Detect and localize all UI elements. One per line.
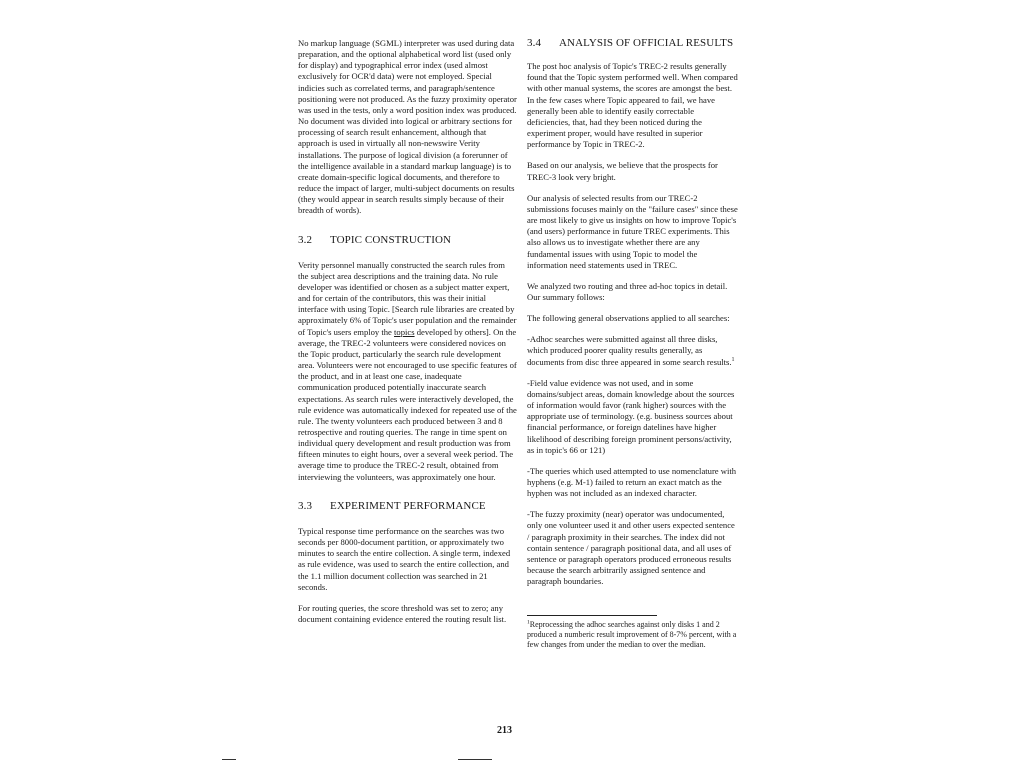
section-number: 3.2: [298, 233, 313, 246]
intro-paragraph: No markup language (SGML) interpreter was used during data preparation, and the optional alphabetical word list (used only for display) and typographical error index (used almost exclusively for OCR'd data) were not employed. Special indicies such as correlated terms, and paragraph/sentence positioning were not produced. As the fuzzy proximity operator was used in the tests, only a word position index was produced. No document was divided into logical or arbitrary sections for processing of search result enhancement, although that approach is used in virtually all non-newswire Verity installations. The purpose of logical division (a forerunner of the intelligence available in a standard markup language) is to create domain-specific logical documents, and therefore to reduce the impact of larger, multi-subject documents on results (they would appear in search results simply because of their breadth of words).: [298, 38, 517, 216]
left-column: [298, 38, 517, 635]
scan-artifact: [458, 759, 492, 760]
page-number: 213: [497, 725, 512, 736]
section-title: EXPERIMENT PERFORMANCE: [330, 499, 486, 512]
analysis-paragraph-2: Based on our analysis, we believe that the prospects for TREC-3 look very bright.: [527, 160, 718, 182]
analysis-paragraph-1: The post hoc analysis of Topic's TREC-2 results generally found that the Topic system performed well. When compared with other manual systems, the scores are amongst the best. In the few cases where Topic appeared to fail, we have generally been able to identify easily correctable deficiencies, that, had they been noticed during the experiment proper, would have resulted in superior performance by Topic in TREC-2.: [527, 61, 738, 150]
observation-hyphens: -The queries which used attempted to use nomenclature with hyphens (e.g. M-1) failed to return an exact match as the hyphen was not included as an indexed character.: [527, 465, 737, 499]
footnote-divider: [527, 615, 657, 616]
footnote-marker: 1: [527, 619, 530, 626]
right-column: [527, 38, 739, 650]
text-run: -Adhoc searches were submitted against all three disks, which produced poorer quality results generally, as documents from disc three appeared in some search results.: [527, 334, 732, 367]
section-3-3-heading: [298, 501, 517, 512]
footnote: [527, 620, 739, 650]
topic-construction-paragraph: [298, 260, 517, 483]
section-number: 3.3: [298, 499, 313, 512]
section-title: TOPIC CONSTRUCTION: [330, 233, 452, 246]
routing-paragraph: For routing queries, the score threshold was set to zero; any document containing evidence entered the routing result list.: [298, 602, 507, 625]
scan-artifact: [222, 759, 236, 760]
section-number: 3.4: [527, 37, 542, 49]
performance-paragraph: Typical response time performance on the searches was two seconds per 8000-document partition, or approximately two minutes to search the entire collection. A single term, indexed as rule evidence, was used to search the entire collection, and the 1.1 million document collection was searched in 21 seconds.: [298, 525, 511, 592]
underlined-term: topics: [394, 326, 415, 337]
section-3-2-heading: [298, 235, 517, 246]
analysis-paragraph-3: Our analysis of selected results from our TREC-2 submissions focuses mainly on the "failure cases" since these are most likely to give us insights on how to improve Topic's (and users) performance in future TREC experiments. This also allows us to investigate whether there are any fundamental issues with using Topic to model the information need statements used in TREC.: [527, 192, 738, 270]
section-title: ANALYSIS OF OFFICIAL RESULTS: [559, 37, 734, 49]
observation-proximity: -The fuzzy proximity (near) operator was undocumented, only one volunteer used it and other users expected sentence / paragraph proximity in their searches. The index did not contain sentence / paragraph positional data, and all uses of sentence or paragraph operators produced erroneous results because the search arbitrarily assigned sentence and paragraph boundaries.: [527, 509, 735, 587]
footnote-marker: 1: [731, 356, 735, 363]
footnote-text: Reprocessing the adhoc searches against only disks 1 and 2 produced a numberic result improvement of 8-7% percent, with a few changes from under the median to over the median.: [527, 620, 737, 650]
observation-field-value: -Field value evidence was not used, and in some domains/subject areas, domain knowledge about the sources of information would favor (rank higher) sources with the appropriate use of terminology. (e.g. business sources about financial performance, or foreign datelines have higher likelihood of describing foreign prominent persons/activity, as in topic's 66 or 121): [527, 377, 735, 455]
text-run: Verity personnel manually constructed the search rules from the subject area descriptions and the training data. No rule developer was identified or chosen as a subject matter expert, and for certain of the contributors, this was their initial interface with using Topic. [Search rule libraries are created by approximately 6% of Topic's user population and the remainder of Topic's users employ the: [298, 259, 517, 337]
observation-adhoc: [527, 334, 739, 367]
analysis-paragraph-5: The following general observations applied to all searches:: [527, 313, 730, 324]
text-run: developed by others]. On the average, the TREC-2 volunteers were considered novices on the Topic product, particularly the search rule development area. Volunteers were not encouraged to use specific features of the product, and in at least one case, inadequate communication produced potentially inaccurate search expectations. As search rules were interactively developed, the rule evidence was automatically indexed for repeated use of the rule. The twenty volunteers each produced between 3 and 8 retrospective and routing queries. The range in time spent on individual query development and result production was from fifteen minutes to eight hours, over a several week period. The average time to produce the TREC-2 result, obtained from interviewing the volunteers, was approximately one hour.: [298, 326, 517, 482]
analysis-paragraph-4: We analyzed two routing and three ad-hoc topics in detail. Our summary follows:: [527, 280, 728, 302]
section-3-4-heading: [527, 38, 739, 49]
